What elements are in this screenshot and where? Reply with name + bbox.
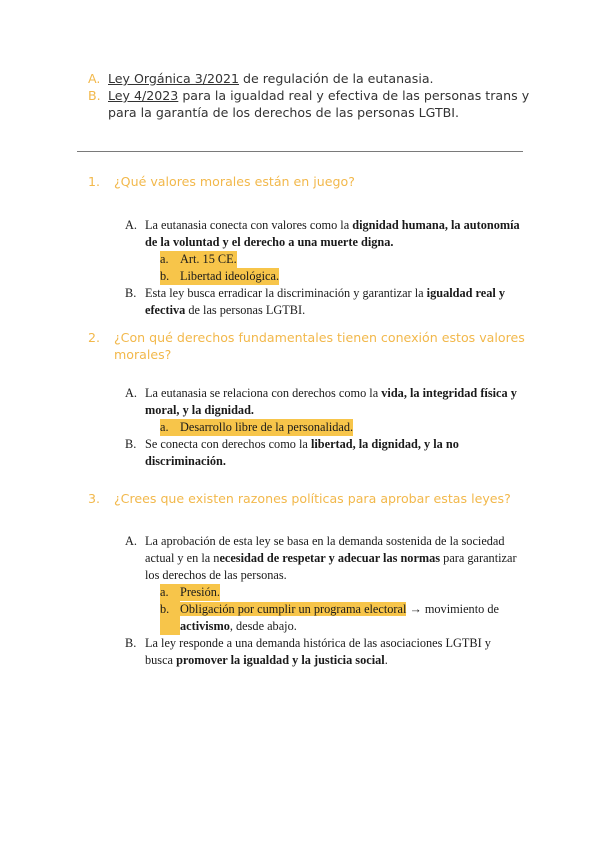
list-marker: b. [160, 601, 180, 635]
question-text: ¿Con qué derechos fundamentales tienen conexión estos valores morales? [114, 330, 525, 362]
question-text: ¿Crees que existen razones políticas para aprobar estas leyes? [114, 491, 511, 506]
list-marker: B. [88, 88, 101, 103]
list-marker: a. [160, 251, 180, 268]
answer-item [125, 635, 520, 669]
sub-item [160, 251, 520, 268]
answer-text: . [384, 653, 388, 667]
reference-text: para la igualdad real y efectiva de las personas trans y para la garantía de los derechos de las personas LGTBI. [108, 88, 530, 120]
question-number: 1. [88, 174, 101, 189]
answer-text: Se conecta con derechos como la [145, 437, 311, 451]
answer-bold-text: dignidad humana, la autonomía de la voluntad y el derecho a una muerte digna. [145, 218, 520, 249]
list-marker: b. [160, 268, 180, 285]
answer-bold-text: activismo [180, 619, 230, 633]
reference-item [88, 87, 538, 121]
answer-item [125, 533, 520, 584]
question-number: 2. [88, 330, 101, 345]
list-marker: A. [125, 218, 137, 232]
highlighted-text: Desarrollo libre de la personalidad. [180, 420, 354, 434]
reference-text: de regulación de la eutanasia. [239, 71, 434, 86]
law-link[interactable]: Ley 4/2023 [108, 88, 179, 103]
sub-item [160, 601, 520, 635]
answer-text: , desde abajo. [229, 619, 297, 633]
list-marker: B. [125, 286, 137, 300]
law-link[interactable]: Ley Orgánica 3/2021 [108, 71, 240, 86]
answer-bold-text: igualdad real y efectiva [145, 286, 506, 317]
answer-bold-text: libertad, la dignidad, y la no discriminación. [145, 437, 459, 468]
answer-item [125, 436, 520, 470]
answer-text: Esta ley busca erradicar la discriminación y garantizar la [145, 286, 427, 300]
answer-item [125, 217, 520, 251]
list-marker: B. [125, 437, 137, 451]
sub-item [160, 419, 520, 436]
question-2 [88, 329, 528, 363]
highlighted-text: Presión. [180, 585, 220, 599]
highlighted-text: Obligación por cumplir un programa electoral [180, 602, 407, 616]
list-marker: A. [125, 534, 137, 548]
sub-item [160, 268, 520, 285]
answer-item [125, 385, 520, 419]
highlighted-text: Libertad ideológica. [180, 269, 280, 283]
sub-item [160, 584, 520, 601]
answer-block-1 [125, 217, 520, 319]
list-marker: a. [160, 584, 180, 601]
question-text: ¿Qué valores morales están en juego? [114, 174, 355, 189]
law-references [88, 70, 538, 121]
list-marker: A. [125, 386, 137, 400]
answer-bold-text: vida, la integridad física y moral, y la dignidad. [145, 386, 517, 417]
answer-text: → movimiento de [406, 602, 499, 616]
list-marker: A. [88, 71, 101, 86]
answer-block-2 [125, 385, 520, 470]
answer-text: La ley responde a una demanda histórica de las asociaciones LGTBI y busca [145, 636, 491, 667]
answer-bold-text: promover la igualdad y la justicia social [176, 653, 385, 667]
answer-bold-text: ecesidad de respetar y adecuar las normas [219, 551, 441, 565]
answer-block-3 [125, 533, 520, 669]
list-marker: a. [160, 419, 180, 436]
highlighted-text: Art. 15 CE. [180, 252, 237, 266]
answer-item [125, 285, 520, 319]
answer-text: La eutanasia conecta con valores como la [145, 218, 353, 232]
answer-text: para garantizar los derechos de las personas. [145, 551, 517, 582]
horizontal-divider [77, 151, 523, 152]
answer-text: La aprobación de esta ley se basa en la demanda sostenida de la sociedad actual y en la n [145, 534, 505, 565]
reference-item [88, 70, 538, 87]
list-marker: B. [125, 636, 137, 650]
question-number: 3. [88, 491, 101, 506]
question-1 [88, 173, 528, 190]
answer-text: de las personas LGTBI. [185, 303, 306, 317]
answer-text: La eutanasia se relaciona con derechos como la [145, 386, 382, 400]
question-3 [88, 490, 528, 507]
